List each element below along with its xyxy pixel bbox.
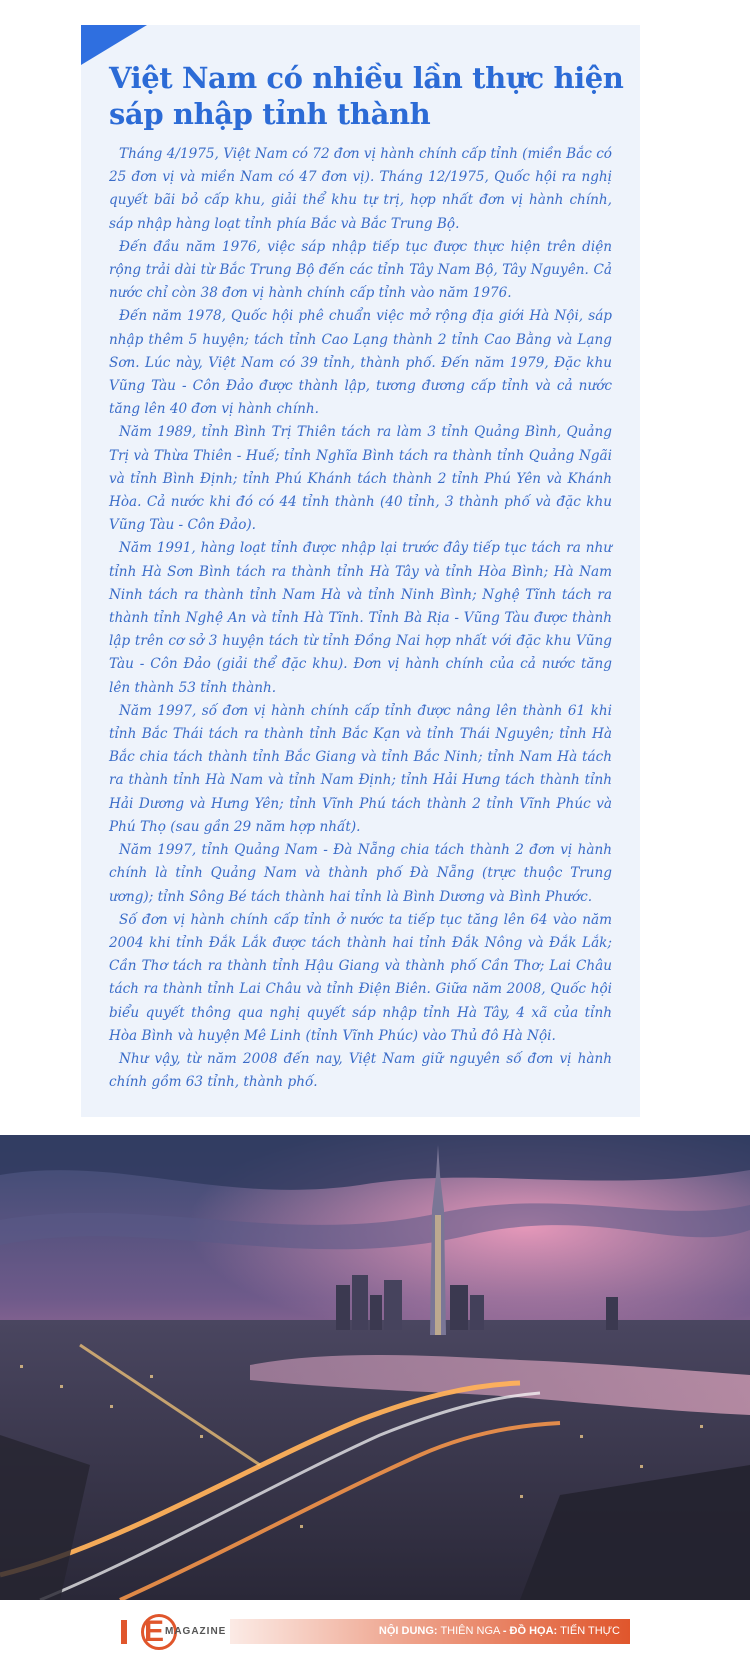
paragraph: Năm 1997, tỉnh Quảng Nam - Đà Nẵng chia tách thành 2 đơn vị hành chính là tỉnh Quảng Nam và thành phố Đà Nẵng (trực thuộc Trung ương); tỉnh Sông Bé tách thành hai tỉnh là Bình Dương và Bình Phước. — [109, 842, 612, 905]
city-photo — [0, 1135, 750, 1600]
graphics-author: TIẾN THỰC — [560, 1625, 620, 1637]
credits-text — [379, 1619, 620, 1644]
corner-accent — [81, 25, 147, 65]
logo-wordmark: MAGAZINE — [165, 1626, 227, 1637]
paragraph: Năm 1989, tỉnh Bình Trị Thiên tách ra làm 3 tỉnh Quảng Bình, Quảng Trị và Thừa Thiên - Huế; tỉnh Nghĩa Bình tách ra thành tỉnh Quảng Ngãi và tỉnh Bình Định; tỉnh Phú Khánh tách thành 2 tỉnh Phú Yên và Khánh Hòa. Cả nước khi đó có 44 tỉnh thành (40 tỉnh, 3 thành phố và đặc khu Vũng Tàu - Côn Đảo). — [109, 424, 612, 534]
footer — [0, 1600, 750, 1678]
content-author: THIÊN NGA — [440, 1625, 500, 1637]
logo-letter: E — [144, 1615, 165, 1648]
credits-bar — [230, 1619, 630, 1644]
paragraph: Như vậy, từ năm 2008 đến nay, Việt Nam giữ nguyên số đơn vị hành chính gồm 63 tỉnh, thành phố. — [109, 1050, 612, 1091]
credits-separator: - — [502, 1625, 507, 1637]
content-label: NỘI DUNG: — [378, 1625, 438, 1637]
paragraph: Đến đầu năm 1976, việc sáp nhập tiếp tục được thực hiện trên diện rộng trải dài từ Bắc Trung Bộ đến các tỉnh Tây Nam Bộ, Tây Nguyên. Cả nước chỉ còn 38 đơn vị hành chính cấp tỉnh vào năm 1976. — [109, 238, 612, 302]
graphics-label: ĐỒ HỌA: — [509, 1625, 558, 1637]
paragraph: Năm 1991, hàng loạt tỉnh được nhập lại trước đây tiếp tục tách ra như tỉnh Hà Sơn Bình tách ra thành tỉnh Hà Tây và tỉnh Hòa Bình; Hà Nam Ninh tách ra thành tỉnh Nam Hà và tỉnh Ninh Bình; Nghệ Tĩnh tách ra thành tỉnh Nghệ An và tỉnh Hà Tĩnh. Tỉnh Bà Rịa - Vũng Tàu được thành lập trên cơ sở 3 huyện tách từ tỉnh Đồng Nai hợp nhất với đặc khu Vũng Tàu - Côn Đảo (giải thể đặc khu). Đơn vị hành chính của cả nước tăng lên thành 53 tỉnh thành. — [109, 540, 612, 696]
paragraph: Năm 1997, số đơn vị hành chính cấp tỉnh được nâng lên thành 61 khi tỉnh Bắc Thái tách ra thành tỉnh Bắc Kạn và tỉnh Thái Nguyên; tỉnh Hà Bắc chia tách thành tỉnh Bắc Giang và tỉnh Bắc Ninh; tỉnh Nam Hà tách ra thành tỉnh Hà Nam và tỉnh Nam Định; tỉnh Hải Hưng tách thành tỉnh Hải Dương và Hưng Yên; tỉnh Vĩnh Phú tách thành 2 tỉnh Vĩnh Phúc và Phú Thọ (sau gần 29 năm hợp nhất). — [109, 702, 612, 835]
logo-accent-bar — [121, 1620, 127, 1644]
paragraph: Đến năm 1978, Quốc hội phê chuẩn việc mở rộng địa giới Hà Nội, sáp nhập thêm 5 huyện; tách tỉnh Cao Lạng thành 2 tỉnh Cao Bằng và Lạng Sơn. Lúc này, Việt Nam có 39 tỉnh, thành phố. Đến năm 1979, Đặc khu Vũng Tàu - Côn Đảo được thành lập, tương đương cấp tỉnh và cả nước tăng lên 40 đơn vị hành chính. — [109, 308, 612, 418]
paragraph: Số đơn vị hành chính cấp tỉnh ở nước ta tiếp tục tăng lên 64 vào năm 2004 khi tỉnh Đắk Lắk được tách thành hai tỉnh Đắk Nông và Đắk Lắk; Cần Thơ tách ra thành tỉnh Hậu Giang và thành phố Cần Thơ; Lai Châu tách ra thành tỉnh Lai Châu và tỉnh Điện Biên. Giữa năm 2008, Quốc hội biểu quyết thông qua nghị quyết sáp nhập tỉnh Hà Tây, 4 xã của tỉnh Hòa Bình và huyện Mê Linh (tỉnh Vĩnh Phúc) vào Thủ đô Hà Nội. — [109, 911, 612, 1044]
paragraph: Tháng 4/1975, Việt Nam có 72 đơn vị hành chính cấp tỉnh (miền Bắc có 25 đơn vị và miền Nam có 47 đơn vị). Tháng 12/1975, Quốc hội ra nghị quyết bãi bỏ cấp khu, giải thể khu tự trị, hợp nhất đơn vị hành chính, sáp nhập hàng loạt tỉnh phía Bắc và Bắc Trung Bộ. — [109, 146, 612, 232]
article-title: Việt Nam có nhiều lần thực hiện sáp nhập tỉnh thành — [109, 61, 624, 131]
article-body — [109, 143, 612, 1094]
